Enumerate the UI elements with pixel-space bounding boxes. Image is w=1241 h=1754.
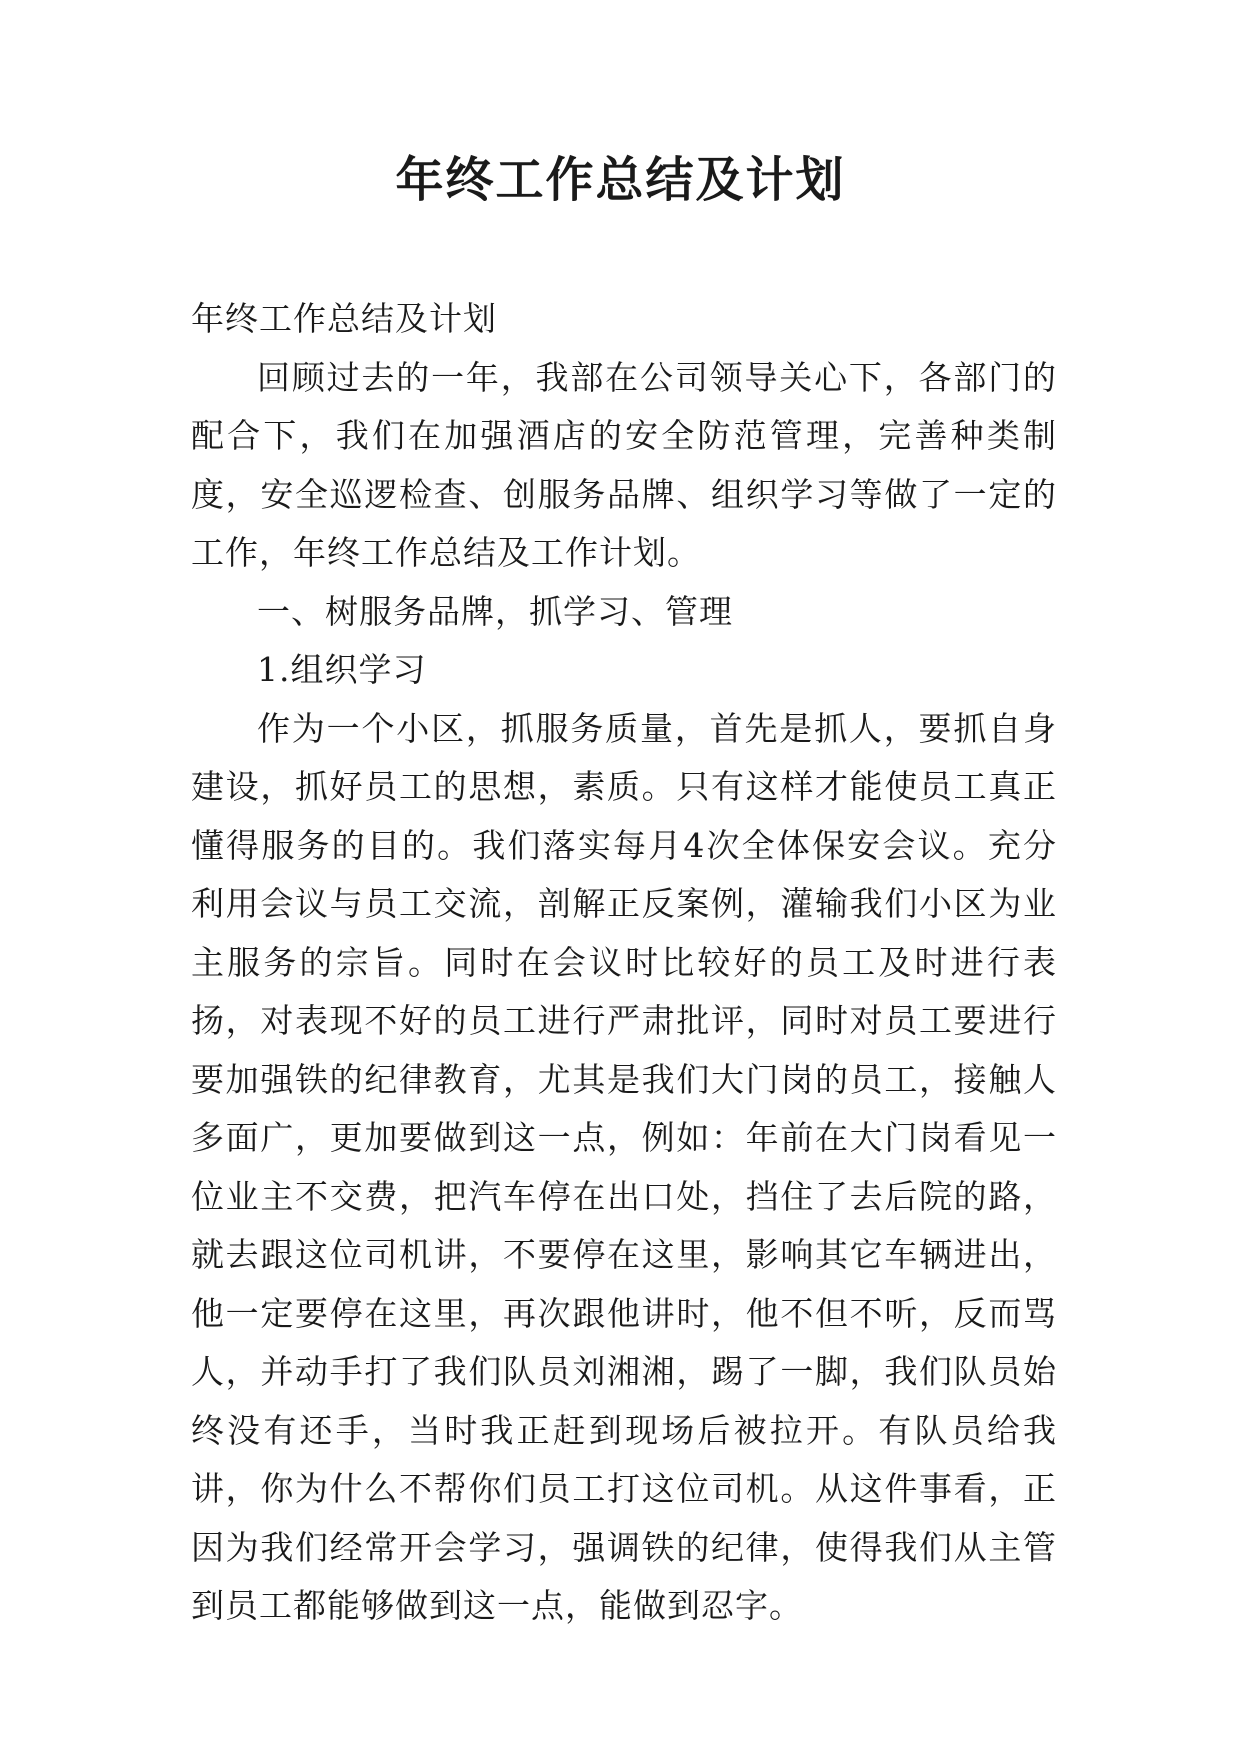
section-heading-1: 一、树服务品牌，抓学习、管理 [257,591,733,631]
paragraph-intro: 回顾过去的一年，我部在公司领导关心下，各部门的配合下，我们在加强酒店的安全防范管理，完善种类制度，安全巡逻检查、创服务品牌、组织学习等做了一定的工作，年终工作总结及工作计划。 [191,357,1057,572]
document-title: 年终工作总结及计划 [395,152,846,208]
paragraph-study: 作为一个小区，抓服务质量，首先是抓人，要抓自身建设，抓好员工的思想，素质。只有这样才能使员工真正懂得服务的目的。我们落实每月4次全体保安会议。充分利用会议与员工交流，剖解正反案例，灌输我们小区为业主服务的宗旨。同时在会议时比较好的员工及时进行表扬，对表现不好的员工进行严肃批评，同时对员工要进行要加强铁的纪律教育，尤其是我们大门岗的员工，接触人多面广，更加要做到这一点，例如：年前在大门岗看见一位业主不交费，把汽车停在出口处，挡住了去后院的路，就去跟这位司机讲，不要停在这里，影响其它车辆进出，他一定要停在这里，再次跟他讲时，他不但不听，反而骂人，并动手打了我们队员刘湘湘，踢了一脚，我们队员始终没有还手，当时我正赶到现场后被拉开。有队员给我讲，你为什么不帮你们员工打这位司机。从这件事看，正因为我们经常开会学习，强调铁的纪律，使得我们从主管到员工都能够做到这一点，能做到忍字。 [191,708,1057,1625]
document-body [191,290,1057,1636]
document-subtitle: 年终工作总结及计划 [191,299,497,338]
subsection-heading-1-1: 1.组织学习 [257,650,427,689]
